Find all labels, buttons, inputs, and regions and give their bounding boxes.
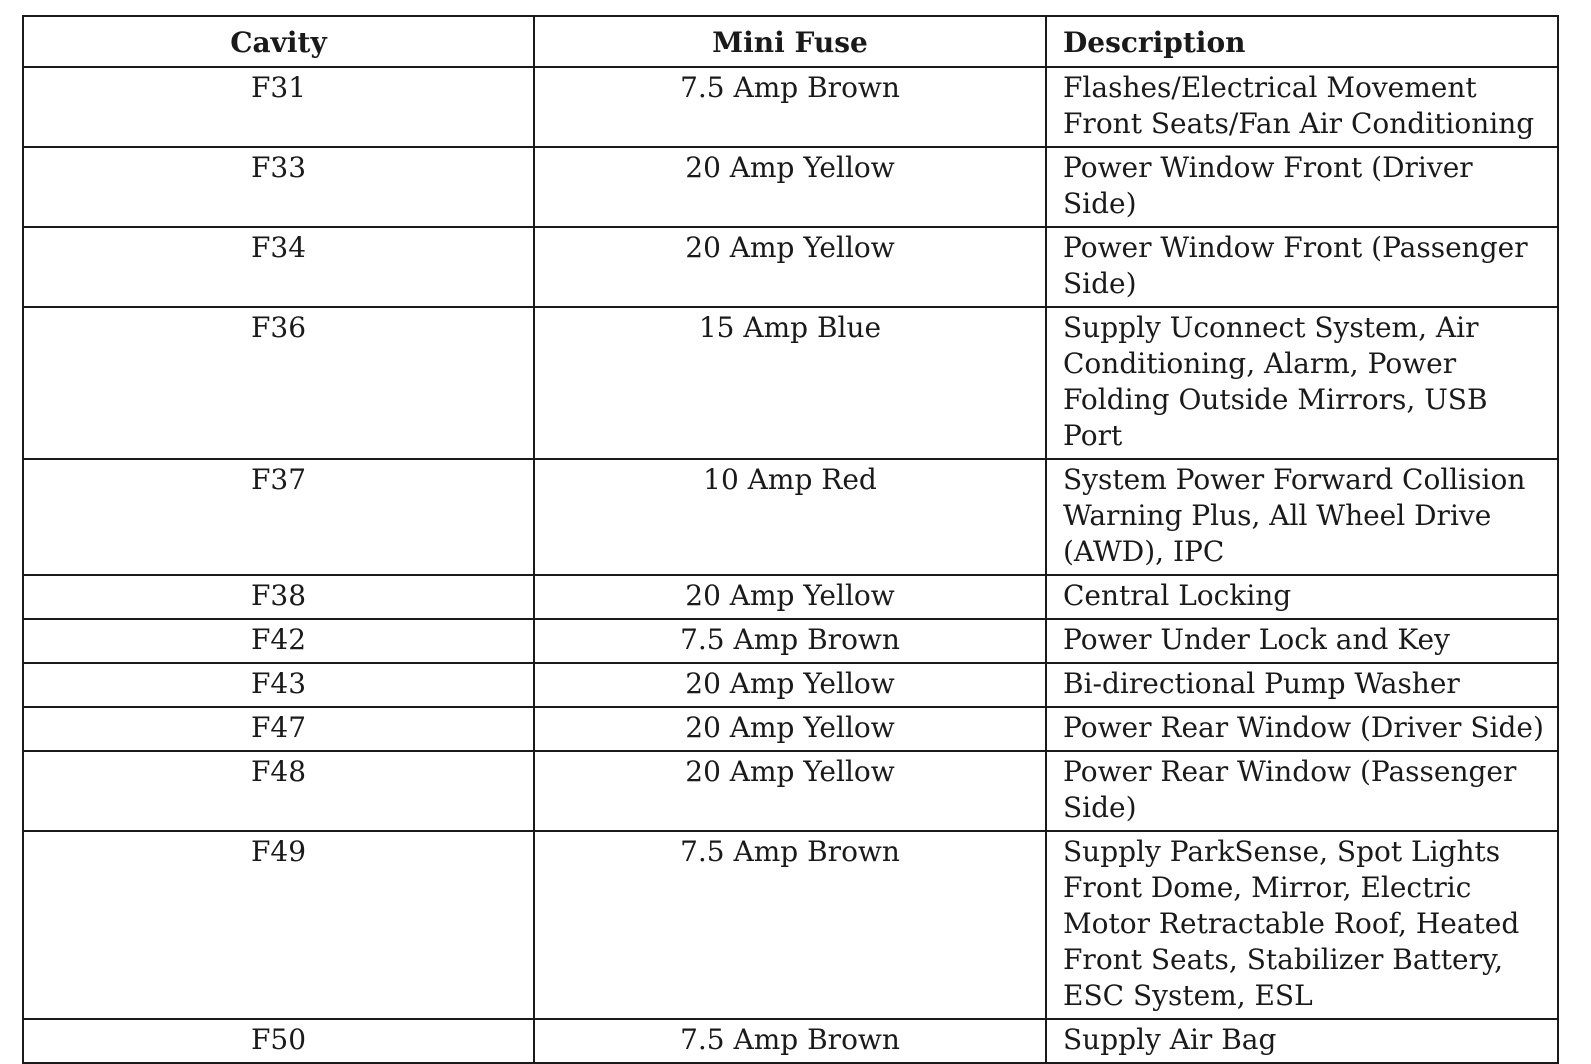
description-cell: Power Window Front (Passenger Side) [1046,227,1558,307]
cavity-cell: F42 [23,619,534,663]
table-row [23,227,1558,307]
fuse-cell: 20 Amp Yellow [534,147,1046,227]
cavity-cell: F50 [23,1019,534,1063]
description-cell: Power Under Lock and Key [1046,619,1558,663]
description-cell: Power Window Front (Driver Side) [1046,147,1558,227]
fuse-cell: 20 Amp Yellow [534,575,1046,619]
fuse-cell: 15 Amp Blue [534,307,1046,459]
table-row [23,575,1558,619]
fuse-cell: 20 Amp Yellow [534,751,1046,831]
cavity-cell: F49 [23,831,534,1019]
description-cell: Bi-directional Pump Washer [1046,663,1558,707]
cavity-cell: F48 [23,751,534,831]
header-row [23,16,1558,67]
table-body [23,67,1558,1063]
cavity-cell: F38 [23,575,534,619]
table-row [23,147,1558,227]
fuse-cell: 7.5 Amp Brown [534,67,1046,147]
fuse-cell: 10 Amp Red [534,459,1046,575]
cavity-cell: F47 [23,707,534,751]
description-cell: Supply ParkSense, Spot Lights Front Dome, Mirror, Electric Motor Retractable Roof, Heated Front Seats, Stabilizer Battery, ESC System, ESL [1046,831,1558,1019]
cavity-cell: F37 [23,459,534,575]
description-cell: System Power Forward Collision Warning Plus, All Wheel Drive (AWD), IPC [1046,459,1558,575]
cavity-cell: F43 [23,663,534,707]
description-cell: Supply Uconnect System, Air Conditioning, Alarm, Power Folding Outside Mirrors, USB Port [1046,307,1558,459]
table-row [23,1019,1558,1063]
cavity-cell: F34 [23,227,534,307]
fuse-cell: 7.5 Amp Brown [534,619,1046,663]
table-row [23,751,1558,831]
fuse-cell: 20 Amp Yellow [534,707,1046,751]
description-cell: Power Rear Window (Passenger Side) [1046,751,1558,831]
table-row [23,663,1558,707]
description-cell: Power Rear Window (Driver Side) [1046,707,1558,751]
fuse-cell: 20 Amp Yellow [534,227,1046,307]
fuse-cell: 20 Amp Yellow [534,663,1046,707]
table-row [23,619,1558,663]
table-row [23,831,1558,1019]
table-row [23,459,1558,575]
cavity-cell: F33 [23,147,534,227]
table-row [23,67,1558,147]
header-description: Description [1046,16,1558,67]
header-mini-fuse: Mini Fuse [534,16,1046,67]
fuse-cell: 7.5 Amp Brown [534,1019,1046,1063]
fuse-cell: 7.5 Amp Brown [534,831,1046,1019]
table-row [23,307,1558,459]
cavity-cell: F31 [23,67,534,147]
fuse-table [22,15,1559,1064]
header-cavity: Cavity [23,16,534,67]
table-row [23,707,1558,751]
description-cell: Central Locking [1046,575,1558,619]
description-cell: Supply Air Bag [1046,1019,1558,1063]
description-cell: Flashes/Electrical Movement Front Seats/Fan Air Conditioning [1046,67,1558,147]
cavity-cell: F36 [23,307,534,459]
